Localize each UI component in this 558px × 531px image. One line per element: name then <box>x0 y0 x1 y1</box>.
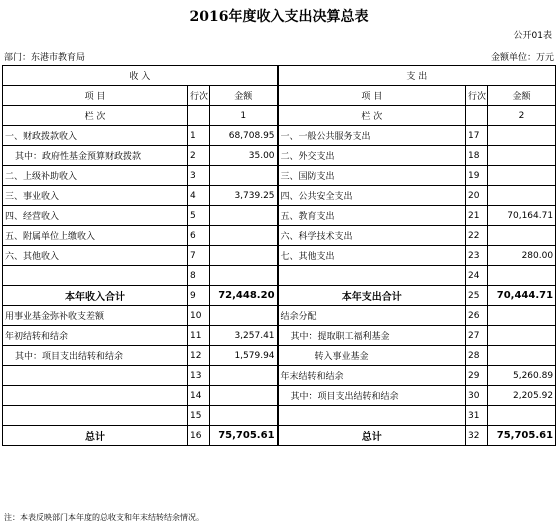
income-amount: 35.00 <box>210 146 278 166</box>
income-section-header: 收 入 <box>3 66 278 86</box>
income-amount-header: 金额 <box>210 86 278 106</box>
income-amount <box>210 246 278 266</box>
expense-col-empty <box>466 106 488 126</box>
expense-row-number: 32 <box>466 426 488 446</box>
expense-row-number: 22 <box>466 226 488 246</box>
income-amount: 68,708.95 <box>210 126 278 146</box>
expense-item: 七、其他支出 <box>278 246 466 266</box>
income-item <box>3 366 188 386</box>
expense-row-number: 31 <box>466 406 488 426</box>
expense-rowno-header: 行次 <box>466 86 488 106</box>
expense-row-number: 20 <box>466 186 488 206</box>
column-header-row <box>3 86 556 106</box>
expense-row-number: 18 <box>466 146 488 166</box>
income-amount <box>210 366 278 386</box>
expense-amount: 75,705.61 <box>488 426 556 446</box>
table-row <box>3 406 556 426</box>
income-amount <box>210 306 278 326</box>
income-item-header: 项 目 <box>3 86 188 106</box>
income-item: 六、其他收入 <box>3 246 188 266</box>
table-row <box>3 346 556 366</box>
income-item: 一、财政拨款收入 <box>3 126 188 146</box>
table-row <box>3 266 556 286</box>
expense-item: 其中：提取职工福利基金 <box>278 326 466 346</box>
table-row <box>3 206 556 226</box>
expense-row-number: 24 <box>466 266 488 286</box>
income-row-number: 16 <box>188 426 210 446</box>
income-amount <box>210 166 278 186</box>
expense-col-number: 2 <box>488 106 556 126</box>
expense-col-label: 栏 次 <box>278 106 466 126</box>
income-row-number: 8 <box>188 266 210 286</box>
expense-row-number: 25 <box>466 286 488 306</box>
expense-row-number: 17 <box>466 126 488 146</box>
expense-item: 年末结转和结余 <box>278 366 466 386</box>
expense-amount <box>488 346 556 366</box>
expense-amount <box>488 326 556 346</box>
report-title: 2016年度收入支出决算总表 <box>189 9 369 25</box>
section-header-row <box>3 66 556 86</box>
income-rowno-header: 行次 <box>188 86 210 106</box>
income-amount: 72,448.20 <box>210 286 278 306</box>
income-amount <box>210 386 278 406</box>
income-col-empty <box>188 106 210 126</box>
expense-item: 结余分配 <box>278 306 466 326</box>
income-row-number: 14 <box>188 386 210 406</box>
income-row-number: 9 <box>188 286 210 306</box>
income-item <box>3 266 188 286</box>
income-amount: 1,579.94 <box>210 346 278 366</box>
table-row <box>3 366 556 386</box>
expense-item: 四、公共安全支出 <box>278 186 466 206</box>
table-row <box>3 326 556 346</box>
expense-item: 总计 <box>278 426 466 446</box>
department-label: 部门：东港市教育局 <box>4 53 86 63</box>
expense-amount <box>488 406 556 426</box>
income-amount <box>210 406 278 426</box>
income-amount: 3,739.25 <box>210 186 278 206</box>
table-row <box>3 186 556 206</box>
income-item: 五、附属单位上缴收入 <box>3 226 188 246</box>
expense-row-number: 19 <box>466 166 488 186</box>
column-index-row <box>3 106 556 126</box>
expense-amount: 280.00 <box>488 246 556 266</box>
table-row <box>3 146 556 166</box>
expense-amount <box>488 126 556 146</box>
table-row <box>3 426 556 446</box>
expense-amount: 5,260.89 <box>488 366 556 386</box>
expense-item: 本年支出合计 <box>278 286 466 306</box>
expense-amount: 70,164.71 <box>488 206 556 226</box>
expense-item: 三、国防支出 <box>278 166 466 186</box>
expense-row-number: 21 <box>466 206 488 226</box>
table-row <box>3 306 556 326</box>
expense-amount: 70,444.71 <box>488 286 556 306</box>
expense-row-number: 23 <box>466 246 488 266</box>
expense-amount <box>488 166 556 186</box>
expense-item: 二、外交支出 <box>278 146 466 166</box>
expense-row-number: 28 <box>466 346 488 366</box>
expense-item: 六、科学技术支出 <box>278 226 466 246</box>
income-amount: 3,257.41 <box>210 326 278 346</box>
table-row <box>3 386 556 406</box>
income-row-number: 12 <box>188 346 210 366</box>
income-item: 其中：政府性基金预算财政拨款 <box>3 146 188 166</box>
table-row <box>3 246 556 266</box>
income-amount <box>210 226 278 246</box>
expense-amount <box>488 226 556 246</box>
expense-item <box>278 406 466 426</box>
income-item: 年初结转和结余 <box>3 326 188 346</box>
expense-item: 五、教育支出 <box>278 206 466 226</box>
income-amount: 75,705.61 <box>210 426 278 446</box>
income-col-number: 1 <box>210 106 278 126</box>
income-row-number: 13 <box>188 366 210 386</box>
expense-amount <box>488 186 556 206</box>
expense-row-number: 26 <box>466 306 488 326</box>
table-row <box>3 226 556 246</box>
expense-item: 一、一般公共服务支出 <box>278 126 466 146</box>
income-row-number: 10 <box>188 306 210 326</box>
income-item: 四、经营收入 <box>3 206 188 226</box>
expense-item: 转入事业基金 <box>278 346 466 366</box>
income-row-number: 7 <box>188 246 210 266</box>
expense-amount <box>488 146 556 166</box>
expense-section-header: 支 出 <box>278 66 556 86</box>
income-col-label: 栏 次 <box>3 106 188 126</box>
expense-row-number: 27 <box>466 326 488 346</box>
income-row-number: 5 <box>188 206 210 226</box>
income-row-number: 2 <box>188 146 210 166</box>
expense-amount <box>488 306 556 326</box>
table-row <box>3 166 556 186</box>
income-item: 二、上级补助收入 <box>3 166 188 186</box>
income-row-number: 3 <box>188 166 210 186</box>
income-amount <box>210 266 278 286</box>
income-item: 本年收入合计 <box>3 286 188 306</box>
income-amount <box>210 206 278 226</box>
budget-table <box>2 65 556 446</box>
expense-item <box>278 266 466 286</box>
income-row-number: 11 <box>188 326 210 346</box>
expense-amount-header: 金额 <box>488 86 556 106</box>
income-row-number: 15 <box>188 406 210 426</box>
income-item <box>3 386 188 406</box>
expense-row-number: 29 <box>466 366 488 386</box>
income-item: 其中：项目支出结转和结余 <box>3 346 188 366</box>
income-item: 用事业基金弥补收支差额 <box>3 306 188 326</box>
table-row <box>3 126 556 146</box>
table-code: 公开01表 <box>513 31 552 41</box>
unit-label: 金额单位：万元 <box>490 53 554 63</box>
expense-row-number: 30 <box>466 386 488 406</box>
footnote: 注：本表反映部门本年度的总收支和年末结转结余情况。 <box>4 513 204 522</box>
income-item: 总计 <box>3 426 188 446</box>
income-row-number: 4 <box>188 186 210 206</box>
expense-amount <box>488 266 556 286</box>
expense-item: 其中：项目支出结转和结余 <box>278 386 466 406</box>
expense-item-header: 项 目 <box>278 86 466 106</box>
income-item <box>3 406 188 426</box>
table-row <box>3 286 556 306</box>
income-item: 三、事业收入 <box>3 186 188 206</box>
expense-amount: 2,205.92 <box>488 386 556 406</box>
income-row-number: 6 <box>188 226 210 246</box>
income-row-number: 1 <box>188 126 210 146</box>
